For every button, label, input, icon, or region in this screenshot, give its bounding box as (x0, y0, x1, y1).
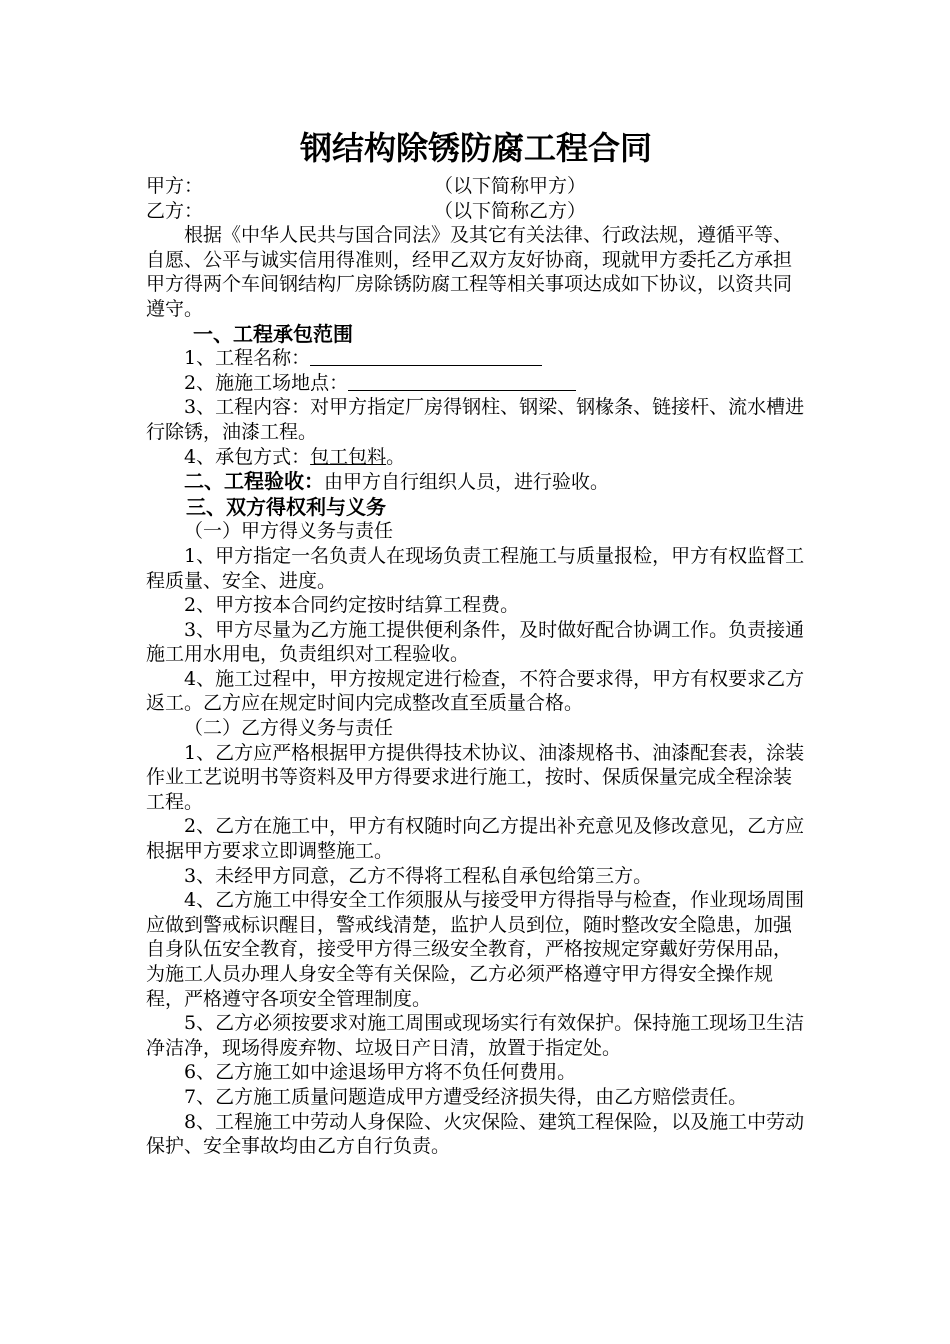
project-name-blank (310, 347, 542, 366)
contract-method-label: 4、承包方式： (184, 445, 311, 468)
party-a-duty-4: 4、施工过程中，甲方按规定进行检查，不符合要求得，甲方有权要求乙方返工。乙方应在规定时间内完成整改直至质量合格。 (146, 667, 805, 715)
section-2-text: 由甲方自行组织人员，进行验收。 (324, 471, 610, 494)
party-a-duty-1: 1、甲方指定一名负责人在现场负责工程施工与质量报检，甲方有权监督工程质量、安全、进度。 (146, 544, 805, 592)
section-1-item-4 (146, 445, 806, 470)
site-location-label: 2、施施工场地点： (184, 371, 349, 394)
document-title: 钢结构除锈防腐工程合同 (299, 129, 652, 167)
party-b-duty-8: 8、工程施工中劳动人身保险、火灾保险、建筑工程保险，以及施工中劳动保护、安全事故均由乙方自行负责。 (146, 1110, 805, 1158)
contract-method-end: 。 (386, 445, 406, 468)
party-b-duty-1: 1、乙方应严格根据甲方提供得技术协议、油漆规格书、油漆配套表，涂装作业工艺说明书等资料及甲方得要求进行施工，按时、保质保量完成全程涂装工程。 (146, 741, 805, 813)
party-b-line (146, 199, 806, 224)
party-b-label: 乙方： (146, 199, 204, 222)
section-1-item-2 (146, 371, 806, 396)
party-a-duty-3: 3、甲方尽量为乙方施工提供便利条件，及时做好配合协调工作。负责接通施工用水用电，负责组织对工程验收。 (146, 618, 805, 666)
contract-page (146, 126, 806, 1159)
party-b-duty-4: 4、乙方施工中得安全工作须服从与接受甲方得指导与检查，作业现场周围应做到警戒标识醒目，警戒线清楚，监护人员到位，随时整改安全隐患，加强自身队伍安全教育，接受甲方得三级安全教育，严格按规定穿戴好劳保用品，为施工人员办理人身安全等有关保险，乙方必须严格遵守甲方得安全操作规程，严格遵守各项安全管理制度。 (146, 889, 805, 1010)
contract-method-value: 包工包料 (310, 445, 387, 468)
section-3-heading: 三、双方得权利与义务 (186, 494, 386, 519)
party-b-duties-heading: （二）乙方得义务与责任 (184, 717, 394, 740)
preamble-paragraph: 根据《中华人民共与国合同法》及其它有关法律、行政法规，遵循平等、自愿、公平与诚实信用得准则，经甲乙双方友好协商，现就甲方委托乙方承担甲方得两个车间钢结构厂房除锈防腐工程等相关事项达成如下协议，以资共同遵守。 (146, 224, 793, 320)
site-location-blank (348, 372, 576, 391)
section-2 (146, 469, 806, 495)
party-a-suffix: （以下简称甲方） (434, 175, 587, 197)
party-b-duty-2: 2、乙方在施工中，甲方有权随时向乙方提出补充意见及修改意见，乙方应根据甲方要求立即调整施工。 (146, 815, 805, 863)
party-b-duty-7: 7、乙方施工质量问题造成甲方遭受经济损失得，由乙方赔偿责任。 (184, 1085, 748, 1108)
party-b-suffix: （以下简称乙方） (434, 199, 587, 222)
section-1-item-3: 3、工程内容：对甲方指定厂房得钢柱、钢梁、钢椽条、链接杆、流水槽进行除锈，油漆工程。 (146, 396, 805, 443)
section-1-heading: 一、工程承包范围 (193, 321, 353, 346)
project-name-label: 1、工程名称： (184, 347, 311, 370)
party-b-duty-5: 5、乙方必须按要求对施工周围或现场实行有效保护。保持施工现场卫生洁净洁净，现场得废弃物、垃圾日产日清，放置于指定处。 (146, 1012, 805, 1059)
section-2-heading: 二、工程验收： (184, 469, 324, 494)
party-a-label: 甲方： (146, 175, 204, 197)
party-b-duty-6: 6、乙方施工如中途退场甲方将不负任何费用。 (184, 1061, 577, 1084)
section-1-item-1 (146, 346, 806, 371)
party-a-duties-heading: （一）甲方得义务与责任 (184, 520, 394, 543)
party-a-line (146, 174, 806, 199)
party-b-duty-3: 3、未经甲方同意，乙方不得将工程私自承包给第三方。 (184, 864, 653, 887)
party-a-duty-2: 2、甲方按本合同约定按时结算工程费。 (184, 594, 520, 617)
